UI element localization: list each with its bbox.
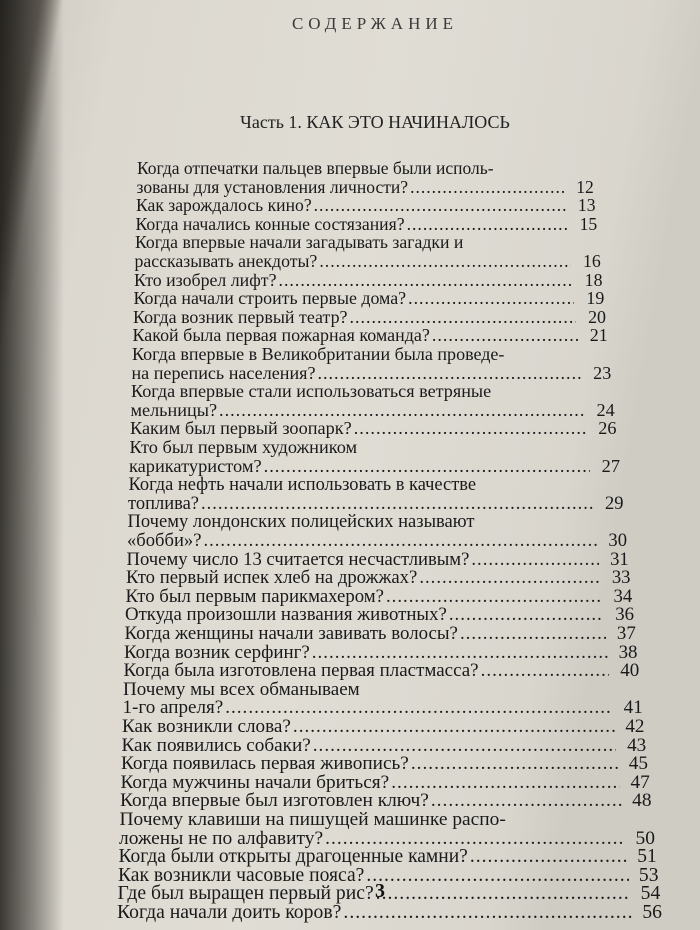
toc-page-number: 12 — [576, 176, 594, 197]
toc-page-number: 40 — [620, 660, 640, 682]
toc-entry-text: Почему клавиши на пишущей машинке распо- — [119, 809, 506, 830]
toc-entry-text: Когда начали доить коров? — [117, 901, 342, 923]
toc-entry-text: 1-го апреля? — [122, 697, 224, 719]
toc-page-number: 48 — [632, 790, 652, 812]
toc-entry-text: Когда впервые начали загадывать загадки и — [135, 232, 464, 253]
toc-entry-text: ложены не по алфавиту? — [119, 827, 324, 849]
toc-page-number: 24 — [596, 399, 615, 420]
toc-entry-text: Почему лондонских полицейских называют — [127, 511, 475, 533]
toc-page-number: 34 — [613, 585, 633, 607]
toc-entry-text: Когда отпечатки пальцев впервые были исполь- — [137, 158, 494, 178]
toc-entry-text: Почему число 13 считается несчастливым? — [126, 548, 470, 570]
toc-entry-text: Когда начали строить первые дома? — [133, 288, 407, 309]
toc-entry-text: Когда начались конные состязания? — [135, 213, 405, 234]
toc-page-number: 36 — [615, 604, 634, 626]
toc-page-number: 56 — [642, 901, 662, 923]
toc-page-number: 47 — [630, 771, 650, 793]
toc-page-number: 29 — [605, 492, 624, 513]
toc-entry-text: Когда были открыты драгоценные камни? — [118, 846, 468, 868]
toc-entry-text: Когда впервые в Великобритании была проведе- — [132, 344, 505, 364]
toc-page-number: 19 — [586, 288, 605, 309]
page-number: 3 — [375, 880, 385, 902]
toc-page-number: 26 — [598, 418, 617, 439]
toc-entry-text: Где был выращен первый рис? — [117, 882, 374, 905]
toc-page-number: 27 — [601, 455, 620, 476]
toc-page-number: 41 — [623, 697, 643, 719]
toc-page-number: 23 — [593, 362, 612, 383]
toc-entry-text: Каким был первый зоопарк? — [130, 418, 352, 439]
toc-entry-text: Как зарождалось кино? — [136, 195, 312, 216]
toc-page-number: 15 — [579, 213, 598, 234]
toc-entry-text: карикатуристом? — [129, 455, 262, 476]
toc-entry-text: мельницы? — [130, 399, 218, 420]
toc-entry-text: Когда появилась первая живопись? — [121, 753, 409, 775]
toc-entry-text: Когда впервые стали использоваться ветряные — [131, 381, 492, 402]
toc-page-number: 31 — [610, 548, 629, 570]
toc-line — [117, 902, 662, 923]
toc-entry-text: Какой была первая пожарная команда? — [132, 325, 430, 346]
toc-entry-text: Когда нефть начали использовать в качестве — [128, 474, 477, 495]
toc-page-number: 33 — [611, 567, 631, 589]
toc-page-number: 42 — [625, 716, 645, 737]
toc-page-number: 18 — [584, 269, 603, 290]
toc-page-number: 50 — [635, 827, 655, 849]
toc-entry-text: Когда возник серфинг? — [124, 641, 310, 663]
toc-page-number: 53 — [638, 864, 659, 886]
part-title: Часть 1. КАК ЭТО НАЧИНАЛОСЬ — [240, 112, 510, 132]
page-heading: СОДЕРЖАНИЕ — [291, 14, 459, 33]
table-of-contents — [0, 148, 700, 923]
toc-entry-text: Когда женщины начали завивать волосы? — [124, 623, 458, 644]
toc-entry-text: Как возникли часовые пояса? — [118, 864, 365, 886]
toc-entry-text: Откуда произошли названия животных? — [125, 604, 447, 626]
toc-entry-text: «бобби»? — [127, 530, 202, 551]
toc-page-number: 45 — [628, 753, 648, 775]
toc-page-number: 51 — [637, 846, 657, 868]
toc-entry-text: топлива? — [128, 492, 199, 513]
toc-entry-text: Когда впервые был изготовлен ключ? — [120, 790, 429, 812]
toc-entry-text: Кто изобрел лифт? — [134, 269, 277, 290]
toc-entry-text: Когда мужчины начали бриться? — [120, 771, 390, 793]
toc-entry-text: Кто был первым парикмахером? — [125, 585, 384, 607]
toc-leader-dots — [343, 902, 632, 923]
toc-entry-text: Кто первый испек хлеб на дрожжах? — [126, 567, 418, 589]
toc-page-number: 13 — [577, 195, 596, 216]
toc-page-number: 21 — [589, 325, 608, 346]
toc-entry-text: Когда возник первый театр? — [133, 306, 348, 327]
toc-page-number: 38 — [618, 641, 638, 663]
toc-entry-text: Почему мы всех обманываем — [123, 678, 360, 700]
toc-entry-text: Кто был первым художником — [129, 437, 358, 457]
toc-page-number: 54 — [640, 882, 661, 905]
toc-page-number: 43 — [627, 734, 647, 756]
toc-page-number: 30 — [608, 530, 627, 551]
toc-entry-text: рассказывать анекдоты? — [134, 251, 318, 271]
toc-entry-text: Когда была изготовлена первая пластмасса? — [123, 660, 479, 682]
toc-page-number: 20 — [588, 306, 606, 327]
toc-entry-text: зованы для установления личности? — [136, 176, 409, 197]
toc-entry-text: Как возникли слова? — [122, 716, 291, 737]
toc-entry-text: Как появились собаки? — [121, 734, 311, 756]
toc-page-number: 16 — [582, 251, 601, 271]
toc-page-number: 37 — [616, 623, 636, 644]
toc-entry-text: на перепись населения? — [131, 362, 316, 383]
